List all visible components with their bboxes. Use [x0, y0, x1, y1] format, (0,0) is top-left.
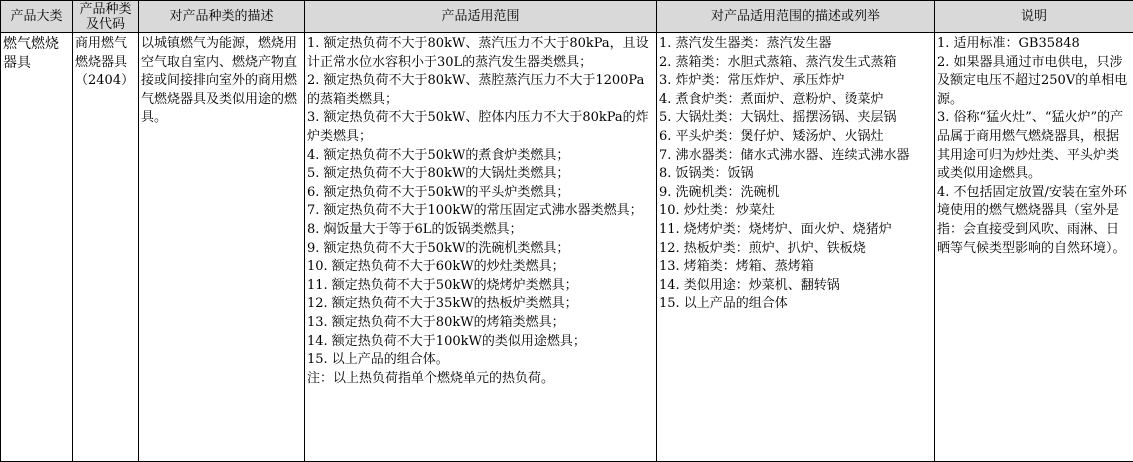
- scope-cell: [305, 33, 657, 462]
- scope-desc-item: 9. 洗碗机类：洗碗机: [659, 184, 780, 200]
- scope-desc-item: 2. 蒸箱类：水胆式蒸箱、蒸汽发生式蒸箱: [659, 54, 897, 70]
- scope-desc-item: 1. 蒸汽发生器类：蒸汽发生器: [659, 36, 832, 51]
- header-notes: 说明: [935, 1, 1133, 33]
- notes-cell: [935, 33, 1133, 462]
- type-name: 商用燃气燃烧器具: [75, 36, 128, 70]
- scope-item: 7. 额定热负荷不大于100kW的常压固定式沸水器类燃具；: [307, 203, 643, 219]
- scope-desc-item: 5. 大锅灶类：大锅灶、摇摆汤锅、夹层锅: [659, 110, 897, 126]
- scope-item: 5. 额定热负荷不大于80kW的大锅灶类燃具；: [307, 166, 570, 182]
- note-item: 2. 如果器具通过市电供电，只涉及额定电压不超过250V的单相电源。: [937, 54, 1128, 107]
- scope-desc-item: 11. 烧烤炉类：烧烤炉、面火炉、烧猪炉: [659, 221, 892, 237]
- scope-item: 14. 额定热负荷不大于100kW的类似用途燃具；: [307, 333, 586, 349]
- scope-item: 4. 额定热负荷不大于50kW的煮食炉类燃具；: [307, 147, 570, 163]
- type-desc-cell: 以城镇燃气为能源，燃烧用空气取自室内、燃烧产物直接或间接排向室外的商用燃气燃烧器具及类似用途的燃具。: [139, 33, 305, 462]
- scope-item: 9. 额定热负荷不大于50kW的洗碗机类燃具；: [307, 240, 570, 256]
- table-row: [1, 33, 1133, 462]
- scope-item: 8. 焖饭量大于等于6L的饭锅类燃具；: [307, 221, 523, 237]
- header-type-code: 产品种类及代码: [73, 1, 139, 33]
- scope-item: 13. 额定热负荷不大于80kW的烤箱类燃具；: [307, 314, 565, 330]
- scope-item: 12. 额定热负荷不大于35kW的热板炉类燃具；: [307, 296, 578, 312]
- note-item: 1. 适用标准：GB35848: [937, 36, 1080, 51]
- category-cell: 燃气燃烧器具: [1, 33, 73, 462]
- scope-item: 2. 额定热负荷不大于80kW、蒸腔蒸汽压力不大于1200Pa的蒸箱类燃具；: [307, 73, 645, 107]
- scope-desc-item: 10. 炒灶类：炒菜灶: [659, 203, 775, 219]
- scope-item: 3. 额定热负荷不大于50kW、腔体内压力不大于80kPa的炸炉类燃具；: [307, 110, 649, 144]
- type-code: （2404）: [75, 73, 135, 89]
- scope-desc-item: 3. 炸炉类：常压炸炉、承压炸炉: [659, 73, 845, 89]
- scope-desc-item: 14. 类似用途：炒菜机、翻转锅: [659, 277, 840, 293]
- header-category: 产品大类: [1, 1, 73, 33]
- scope-desc-item: 7. 沸水器类：储水式沸水器、连续式沸水器: [659, 147, 910, 163]
- header-scope: 产品适用范围: [305, 1, 657, 33]
- scope-item: 15. 以上产品的组合体。: [307, 352, 449, 368]
- scope-item: 10. 额定热负荷不大于60kW的炒灶类燃具；: [307, 259, 565, 275]
- scope-note: 注：以上热负荷指单个燃烧单元的热负荷。: [307, 370, 555, 386]
- header-row: [1, 1, 1133, 33]
- scope-desc-cell: [657, 33, 935, 462]
- header-scope-desc: 对产品适用范围的描述或列举: [657, 1, 935, 33]
- scope-item: 11. 额定热负荷不大于50kW的烧烤炉类燃具；: [307, 277, 578, 293]
- header-type-desc: 对产品种类的描述: [139, 1, 305, 33]
- scope-desc-item: 4. 煮食炉类：煮面炉、意粉炉、烫菜炉: [659, 91, 884, 107]
- scope-desc-item: 12. 热板炉类：煎炉、扒炉、铁板烧: [659, 240, 866, 256]
- type-code-cell: [73, 33, 139, 462]
- note-item: 3. 俗称“猛火灶”、“猛火炉”的产品属于商用燃气燃烧器具，根据其用途可归为炒灶类、平头炉类或类似用途燃具。: [937, 110, 1124, 182]
- note-item: 4. 不包括固定放置/安装在室外环境使用的燃气燃烧器具（室外是指：会直接受到风吹、雨淋、日晒等气候类型影响的自然环境）。: [937, 184, 1127, 256]
- scope-item: 6. 额定热负荷不大于50kW的平头炉类燃具；: [307, 184, 570, 200]
- scope-desc-item: 13. 烤箱类：烤箱、蒸烤箱: [659, 259, 814, 275]
- scope-desc-item: 6. 平头炉类：煲仔炉、矮汤炉、火锅灶: [659, 128, 884, 144]
- scope-desc-item: 15. 以上产品的组合体: [659, 296, 788, 312]
- scope-item: 1. 额定热负荷不大于80kW、蒸汽压力不大于80kPa，且设计正常水位水容积小于30L的蒸汽发生器类燃具；: [307, 36, 649, 70]
- scope-desc-item: 8. 饭锅类：饭锅: [659, 166, 754, 182]
